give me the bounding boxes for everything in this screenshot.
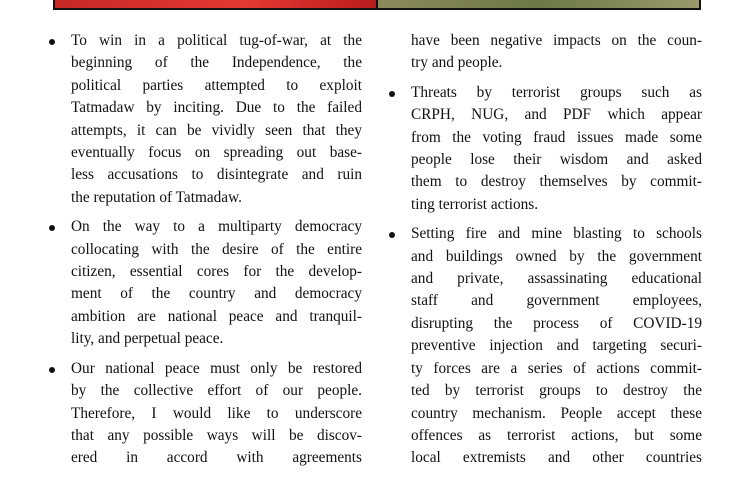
text-line: On the way to a multiparty democracy — [71, 218, 362, 236]
text-line: citizen, essential cores for the develop- — [71, 263, 362, 281]
right-column — [386, 30, 702, 477]
text-line: collocating with the desire of the entire — [71, 240, 362, 258]
text-line: eventually focus on spreading out base- — [71, 144, 362, 162]
text-line: offences as terrorist actions, but some — [411, 426, 702, 444]
text-line: Threats by terrorist groups such as — [411, 83, 702, 101]
text-line: disrupting the process of COVID-19 — [411, 314, 702, 332]
text-line: that any possible ways will be discov- — [71, 426, 362, 444]
bullet-item — [386, 223, 702, 469]
text-line: lity, and perpetual peace. — [71, 330, 224, 348]
bullet-list-right — [386, 82, 702, 470]
text-line: beginning of the Independence, the — [71, 54, 362, 72]
continued-paragraph — [386, 30, 702, 75]
photo-left — [55, 0, 378, 8]
text-line: ted by terrorist groups to destroy the — [411, 382, 702, 400]
text-line: have been negative impacts on the coun- — [411, 32, 702, 49]
bullet-item — [46, 30, 362, 209]
photo-right — [378, 0, 699, 8]
text-line: attempts, it can be vividly seen that they — [71, 121, 362, 139]
text-line: preventive injection and targeting securi- — [411, 337, 702, 355]
text-line: staff and government employees, — [411, 292, 702, 310]
bullet-item — [46, 358, 362, 470]
left-column — [46, 30, 362, 477]
bullet-item — [46, 216, 362, 350]
text-line: ment of the country and democracy — [71, 285, 362, 303]
text-line: ered in accord with agreements — [71, 449, 362, 467]
text-line: Therefore, I would like to underscore — [71, 404, 362, 422]
text-line: Our national peace must only be restored — [71, 359, 362, 377]
text-line: less accusations to disintegrate and ruin — [71, 166, 362, 184]
text-line: people lose their wisdom and asked — [411, 151, 702, 169]
text-line: them to destroy themselves by commit- — [411, 173, 702, 191]
text-line: from the voting fraud issues made some — [411, 128, 702, 146]
text-line: try and people. — [411, 54, 503, 72]
text-line: Setting fire and mine blasting to schools — [411, 225, 702, 243]
text-line: ty forces are a series of actions commit- — [411, 359, 702, 377]
text-line: political parties attempted to exploit — [71, 76, 362, 94]
bullet-list-left — [46, 30, 362, 470]
text-line: and buildings owned by the government — [411, 247, 702, 265]
text-line: local extremists and other countries — [411, 449, 702, 467]
header-photo-strip — [53, 0, 701, 10]
text-line: CRPH, NUG, and PDF which appear — [411, 106, 702, 124]
text-line: Tatmadaw by inciting. Due to the failed — [71, 99, 362, 117]
bullet-item — [386, 82, 702, 216]
text-line: the reputation of Tatmadaw. — [71, 188, 242, 206]
text-line: ting terrorist actions. — [411, 195, 539, 213]
text-line: To win in a political tug-of-war, at the — [71, 32, 362, 49]
text-line: by the collective effort of our people. — [71, 382, 362, 400]
text-line: ambition are national peace and tranquil- — [71, 307, 362, 325]
text-line: and private, assassinating educational — [411, 270, 702, 288]
text-line: country mechanism. People accept these — [411, 404, 702, 422]
